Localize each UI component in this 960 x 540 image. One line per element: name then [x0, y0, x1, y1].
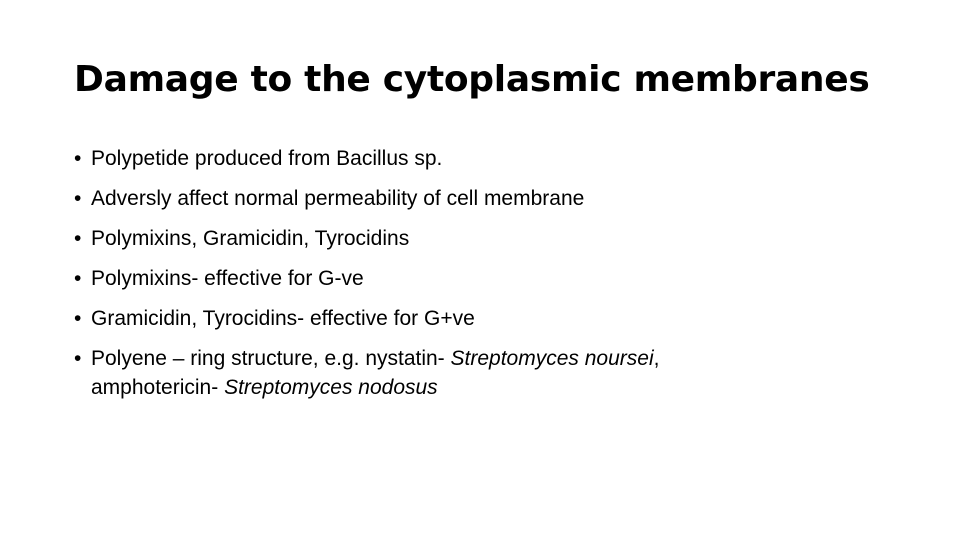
bullet-list: [74, 144, 934, 413]
bullet-text: Polypetide produced from Bacillus sp.: [91, 147, 443, 170]
bullet-text: amphotericin-: [91, 376, 225, 399]
species-name: Streptomyces noursei: [450, 347, 654, 370]
bullet-dot-icon: •: [74, 347, 82, 370]
bullet-text: Polymixins- effective for G-ve: [91, 267, 364, 290]
bullet-dot-icon: •: [74, 147, 82, 170]
bullet-text: Adversly affect normal permeability of cell membrane: [91, 187, 585, 210]
bullet-text: Polyene – ring structure, e.g. nystatin-: [91, 347, 451, 370]
bullet-item-5: [74, 304, 934, 333]
bullet-line-1: [91, 344, 934, 373]
bullet-line-2: [91, 373, 934, 402]
bullet-item-6: [74, 344, 934, 402]
bullet-item-3: [74, 224, 934, 253]
species-name: Streptomyces nodosus: [224, 376, 438, 399]
slide-title: Damage to the cytoplasmic membranes: [74, 59, 870, 100]
bullet-text: Polymixins, Gramicidin, Tyrocidins: [91, 227, 410, 250]
bullet-dot-icon: •: [74, 267, 82, 290]
bullet-dot-icon: •: [74, 187, 82, 210]
bullet-item-1: [74, 144, 934, 173]
bullet-dot-icon: •: [74, 307, 82, 330]
comma: ,: [653, 347, 660, 370]
bullet-dot-icon: •: [74, 227, 82, 250]
bullet-item-4: [74, 264, 934, 293]
bullet-item-2: [74, 184, 934, 213]
bullet-text: Gramicidin, Tyrocidins- effective for G+ve: [91, 307, 475, 330]
